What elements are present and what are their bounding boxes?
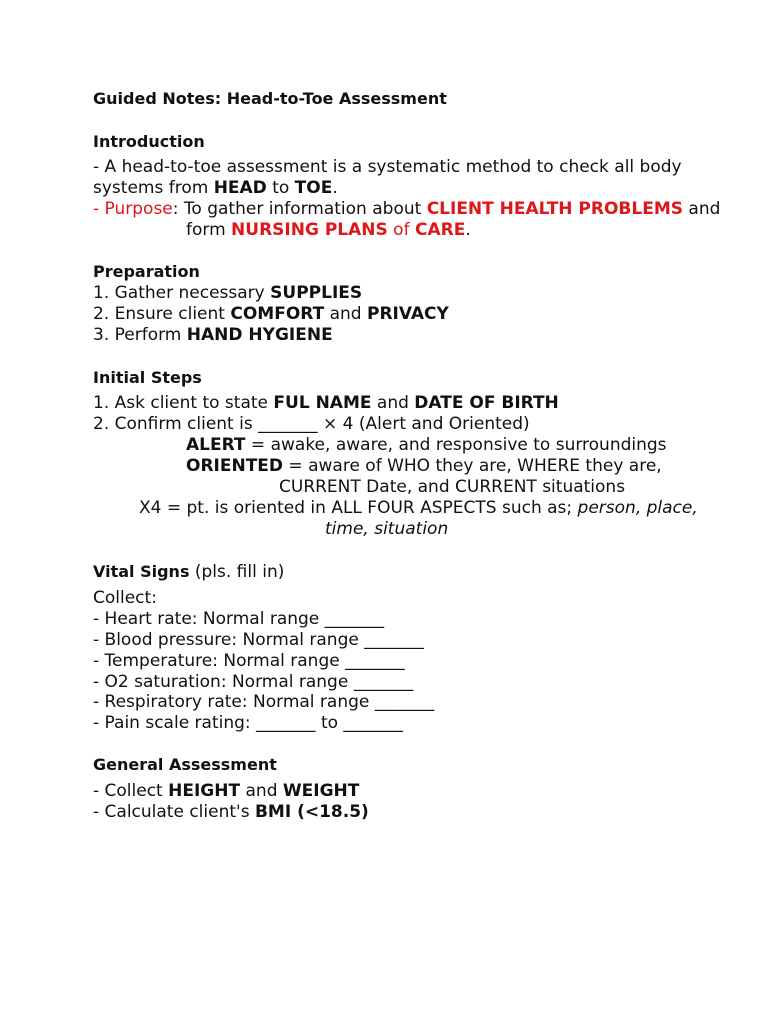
general-assessment-heading: General Assessment: [93, 755, 277, 774]
intro-heading: Introduction: [93, 132, 205, 151]
oriented-definition: ORIENTED = aware of WHO they are, WHERE they are,: [186, 456, 662, 476]
preparation-item: 1. Gather necessary SUPPLIES: [93, 283, 363, 303]
initial-step-1: 1. Ask client to state FUL NAME and DATE OF BIRTH: [93, 393, 559, 413]
alert-definition: ALERT = awake, aware, and responsive to surroundings: [186, 435, 667, 455]
document-title: Guided Notes: Head-to-Toe Assessment: [93, 89, 447, 108]
general-item: - Collect HEIGHT and WEIGHT: [93, 781, 360, 801]
preparation-item: 3. Perform HAND HYGIENE: [93, 325, 333, 345]
vital-sign-item: - Pain scale rating: _______ to _______: [93, 713, 403, 733]
intro-purpose-continued: form NURSING PLANS of CARE.: [186, 220, 471, 240]
oriented-definition-continued: CURRENT Date, and CURRENT situations: [279, 477, 626, 497]
x4-definition: X4 = pt. is oriented in ALL FOUR ASPECTS such as; person, place,: [139, 498, 698, 518]
vital-sign-item: - O2 saturation: Normal range _______: [93, 672, 414, 692]
preparation-heading: Preparation: [93, 262, 200, 281]
initial-steps-heading: Initial Steps: [93, 368, 202, 387]
vital-sign-item: - Blood pressure: Normal range _______: [93, 630, 424, 650]
vital-signs-heading: Vital Signs (pls. fill in): [93, 562, 285, 582]
intro-line-1: - A head-to-toe assessment is a systematic method to check all body: [93, 157, 682, 177]
intro-purpose-line: - Purpose: To gather information about CLIENT HEALTH PROBLEMS and: [93, 199, 721, 219]
vital-sign-item: - Heart rate: Normal range _______: [93, 609, 385, 629]
vital-sign-item: - Respiratory rate: Normal range _______: [93, 692, 435, 712]
preparation-item: 2. Ensure client COMFORT and PRIVACY: [93, 304, 449, 324]
vital-signs-collect-label: Collect:: [93, 588, 157, 608]
purpose-label: Purpose: [104, 199, 173, 219]
x4-definition-continued: time, situation: [325, 519, 449, 539]
vital-sign-item: - Temperature: Normal range _______: [93, 651, 405, 671]
general-item: - Calculate client's BMI (<18.5): [93, 802, 369, 822]
intro-line-2: systems from HEAD to TOE.: [93, 178, 338, 198]
initial-step-2: 2. Confirm client is _______ × 4 (Alert and Oriented): [93, 414, 530, 434]
